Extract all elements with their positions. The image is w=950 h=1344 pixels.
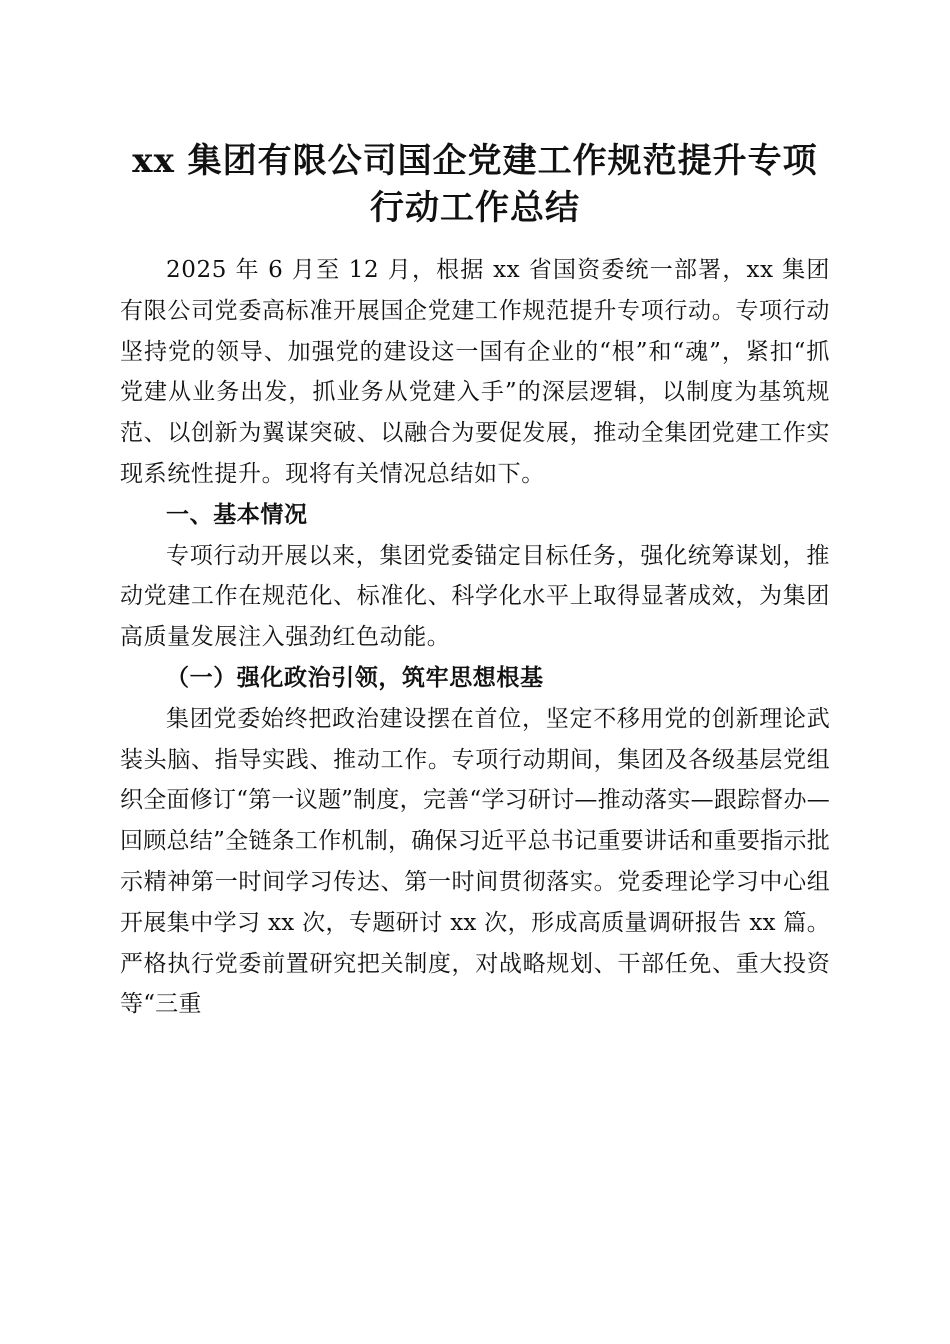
section-heading-basic-situation: 一、基本情况: [166, 501, 308, 528]
document-title-line-2: 行动工作总结: [370, 188, 580, 228]
document-title-line-1: xx 集团有限公司国企党建工作规范提升专项: [132, 141, 818, 181]
document-body: [120, 250, 830, 1025]
section1-paragraph: 专项行动开展以来，集团党委锚定目标任务，强化统筹谋划，推动党建工作在规范化、标准化、科学化水平上取得显著成效，为集团高质量发展注入强劲红色动能。: [120, 542, 830, 651]
subsection1-paragraph: 集团党委始终把政治建设摆在首位，坚定不移用党的创新理论武装头脑、指导实践、推动工作。专项行动期间，集团及各级基层党组织全面修订“第一议题”制度，完善“学习研讨—推动落实—跟踪督办—回顾总结”全链条工作机制，确保习近平总书记重要讲话和重要指示批示精神第一时间学习传达、第一时间贯彻落实。党委理论学习中心组开展集中学习 xx 次，专题研讨 xx 次，形成高质量调研报告 xx 篇。严格执行党委前置研究把关制度，对战略规划、干部任免、重大投资等“三重: [120, 705, 830, 1018]
subsection-heading-political-leadership: （一）强化政治引领，筑牢思想根基: [166, 663, 544, 691]
document-title: [120, 138, 830, 232]
intro-paragraph: 2025 年 6 月至 12 月，根据 xx 省国资委统一部署，xx 集团有限公司党委高标准开展国企党建工作规范提升专项行动。专项行动坚持党的领导、加强党的建设这一国有企业的“根”和“魂”，紧扣“抓党建从业务出发，抓业务从党建入手”的深层逻辑，以制度为基筑规范、以创新为翼谋突破、以融合为要促发展，推动全集团党建工作实现系统性提升。现将有关情况总结如下。: [120, 257, 830, 487]
